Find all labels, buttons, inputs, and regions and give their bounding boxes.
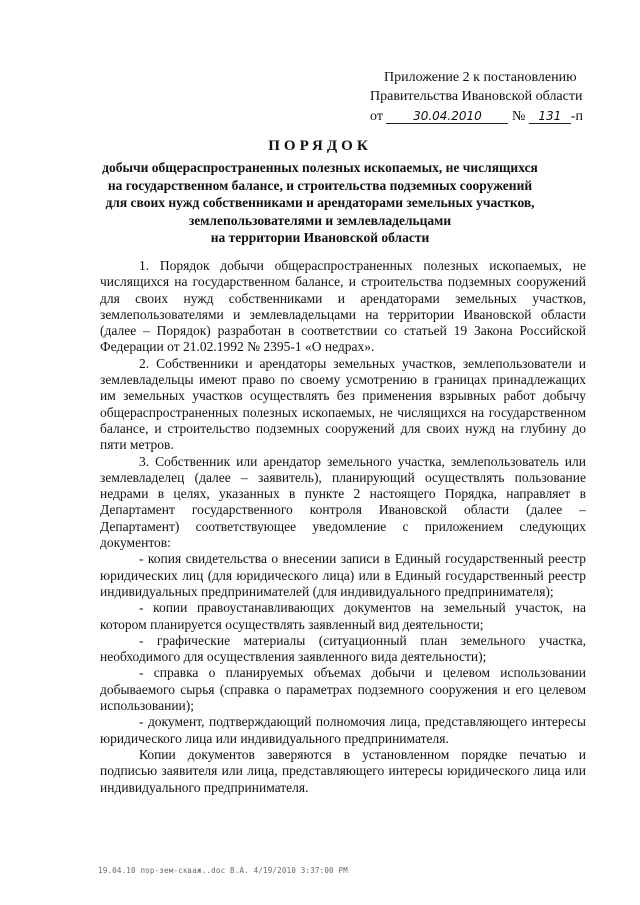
- title-main: ПОРЯДОК: [268, 138, 372, 154]
- paragraph-2: 2. Собственники и арендаторы земельных участков, землепользователи и землевладельцы имеют право по своему усмотрению в границах принадлежащих им земельных участков осуществлять без применения взрывных работ добычу общераспространенных полезных ископаемых, не числящихся на государственном балансе, и строительство подземных сооружений для своих нужд на глубину до пяти метров.: [100, 355, 586, 453]
- title-sub-line: землепользователями и землевладельцами: [188, 212, 452, 228]
- handwritten-number: 131: [529, 109, 571, 124]
- title-sub-line: добычи общераспространенных полезных ископаемых, не числящихся: [102, 160, 538, 175]
- paragraph-3: 3. Собственник или арендатор земельного участка, землепользователь или землевладелец (далее – заявитель), планирующий осуществлять пользование недрами в целях, указанных в пункте 2 настоящего Порядка, направляет в Департамент государственного контроля Ивановской области (далее – Департамент) соответствующее уведомление с приложением следующих документов:: [100, 453, 586, 551]
- handwritten-date: 30.04.2010: [386, 109, 508, 124]
- list-item: - документ, подтверждающий полномочия лица, представляющего интересы юридического лица или индивидуального предпринимателя.: [100, 714, 586, 746]
- appendix-line-3: [370, 107, 620, 126]
- appendix-header: [370, 68, 620, 126]
- paragraph-1: 1. Порядок добычи общераспространенных полезных ископаемых, не числящихся на государственном балансе, и строительства подземных сооружений для своих нужд собственниками и арендаторами земельных участков, землепользователями и землевладельцами на территории Ивановской области (далее – Порядок) разработан в соответствии со статьей 19 Закона Российской Федерации от 21.02.1992 № 2395-1 «О недрах».: [100, 258, 586, 355]
- number-suffix: -п: [570, 109, 583, 124]
- document-title: [0, 136, 640, 247]
- list-item: - справка о планируемых объемах добычи и целевом использовании добываемого сырья (справка о параметрах подземного сооружения и его целевом использовании);: [100, 665, 586, 714]
- document-body: [100, 258, 586, 796]
- list-item: - копия свидетельства о внесении записи в Единый государственный реестр юридических лиц (для юридического лица) или в Единый государственный реестр индивидуальных предпринимателей (для индивидуального предпринимателя);: [100, 551, 586, 599]
- title-sub-line: для своих нужд собственниками и арендаторами земельных участков,: [105, 195, 535, 210]
- from-label: от: [370, 109, 383, 124]
- title-sub-line: на территории Ивановской области: [210, 230, 430, 245]
- list-item: - графические материалы (ситуационный план земельного участка, необходимого для осуществления заявленного вида деятельности);: [100, 632, 586, 665]
- number-label: №: [511, 109, 526, 124]
- appendix-line-2: Правительства Ивановской области: [370, 89, 583, 104]
- paragraph-closing: Копии документов заверяются в установленном порядке печатью и подписью заявителя или лица, представляющего интересы юридического лица или индивидуального предпринимателя.: [100, 746, 586, 795]
- title-subtitle: [0, 159, 640, 247]
- list-item: - копии правоустанавливающих документов на земельный участок, на котором планируется осуществлять заявленный вид деятельности;: [100, 600, 586, 632]
- title-sub-line: на государственном балансе, и строительства подземных сооружений: [107, 177, 533, 193]
- file-footer: 19.04.10 пор-зем-скваж..doc В.А. 4/19/2010 3:37:00 PM: [98, 866, 348, 875]
- appendix-line-1: Приложение 2 к постановлению: [384, 70, 577, 85]
